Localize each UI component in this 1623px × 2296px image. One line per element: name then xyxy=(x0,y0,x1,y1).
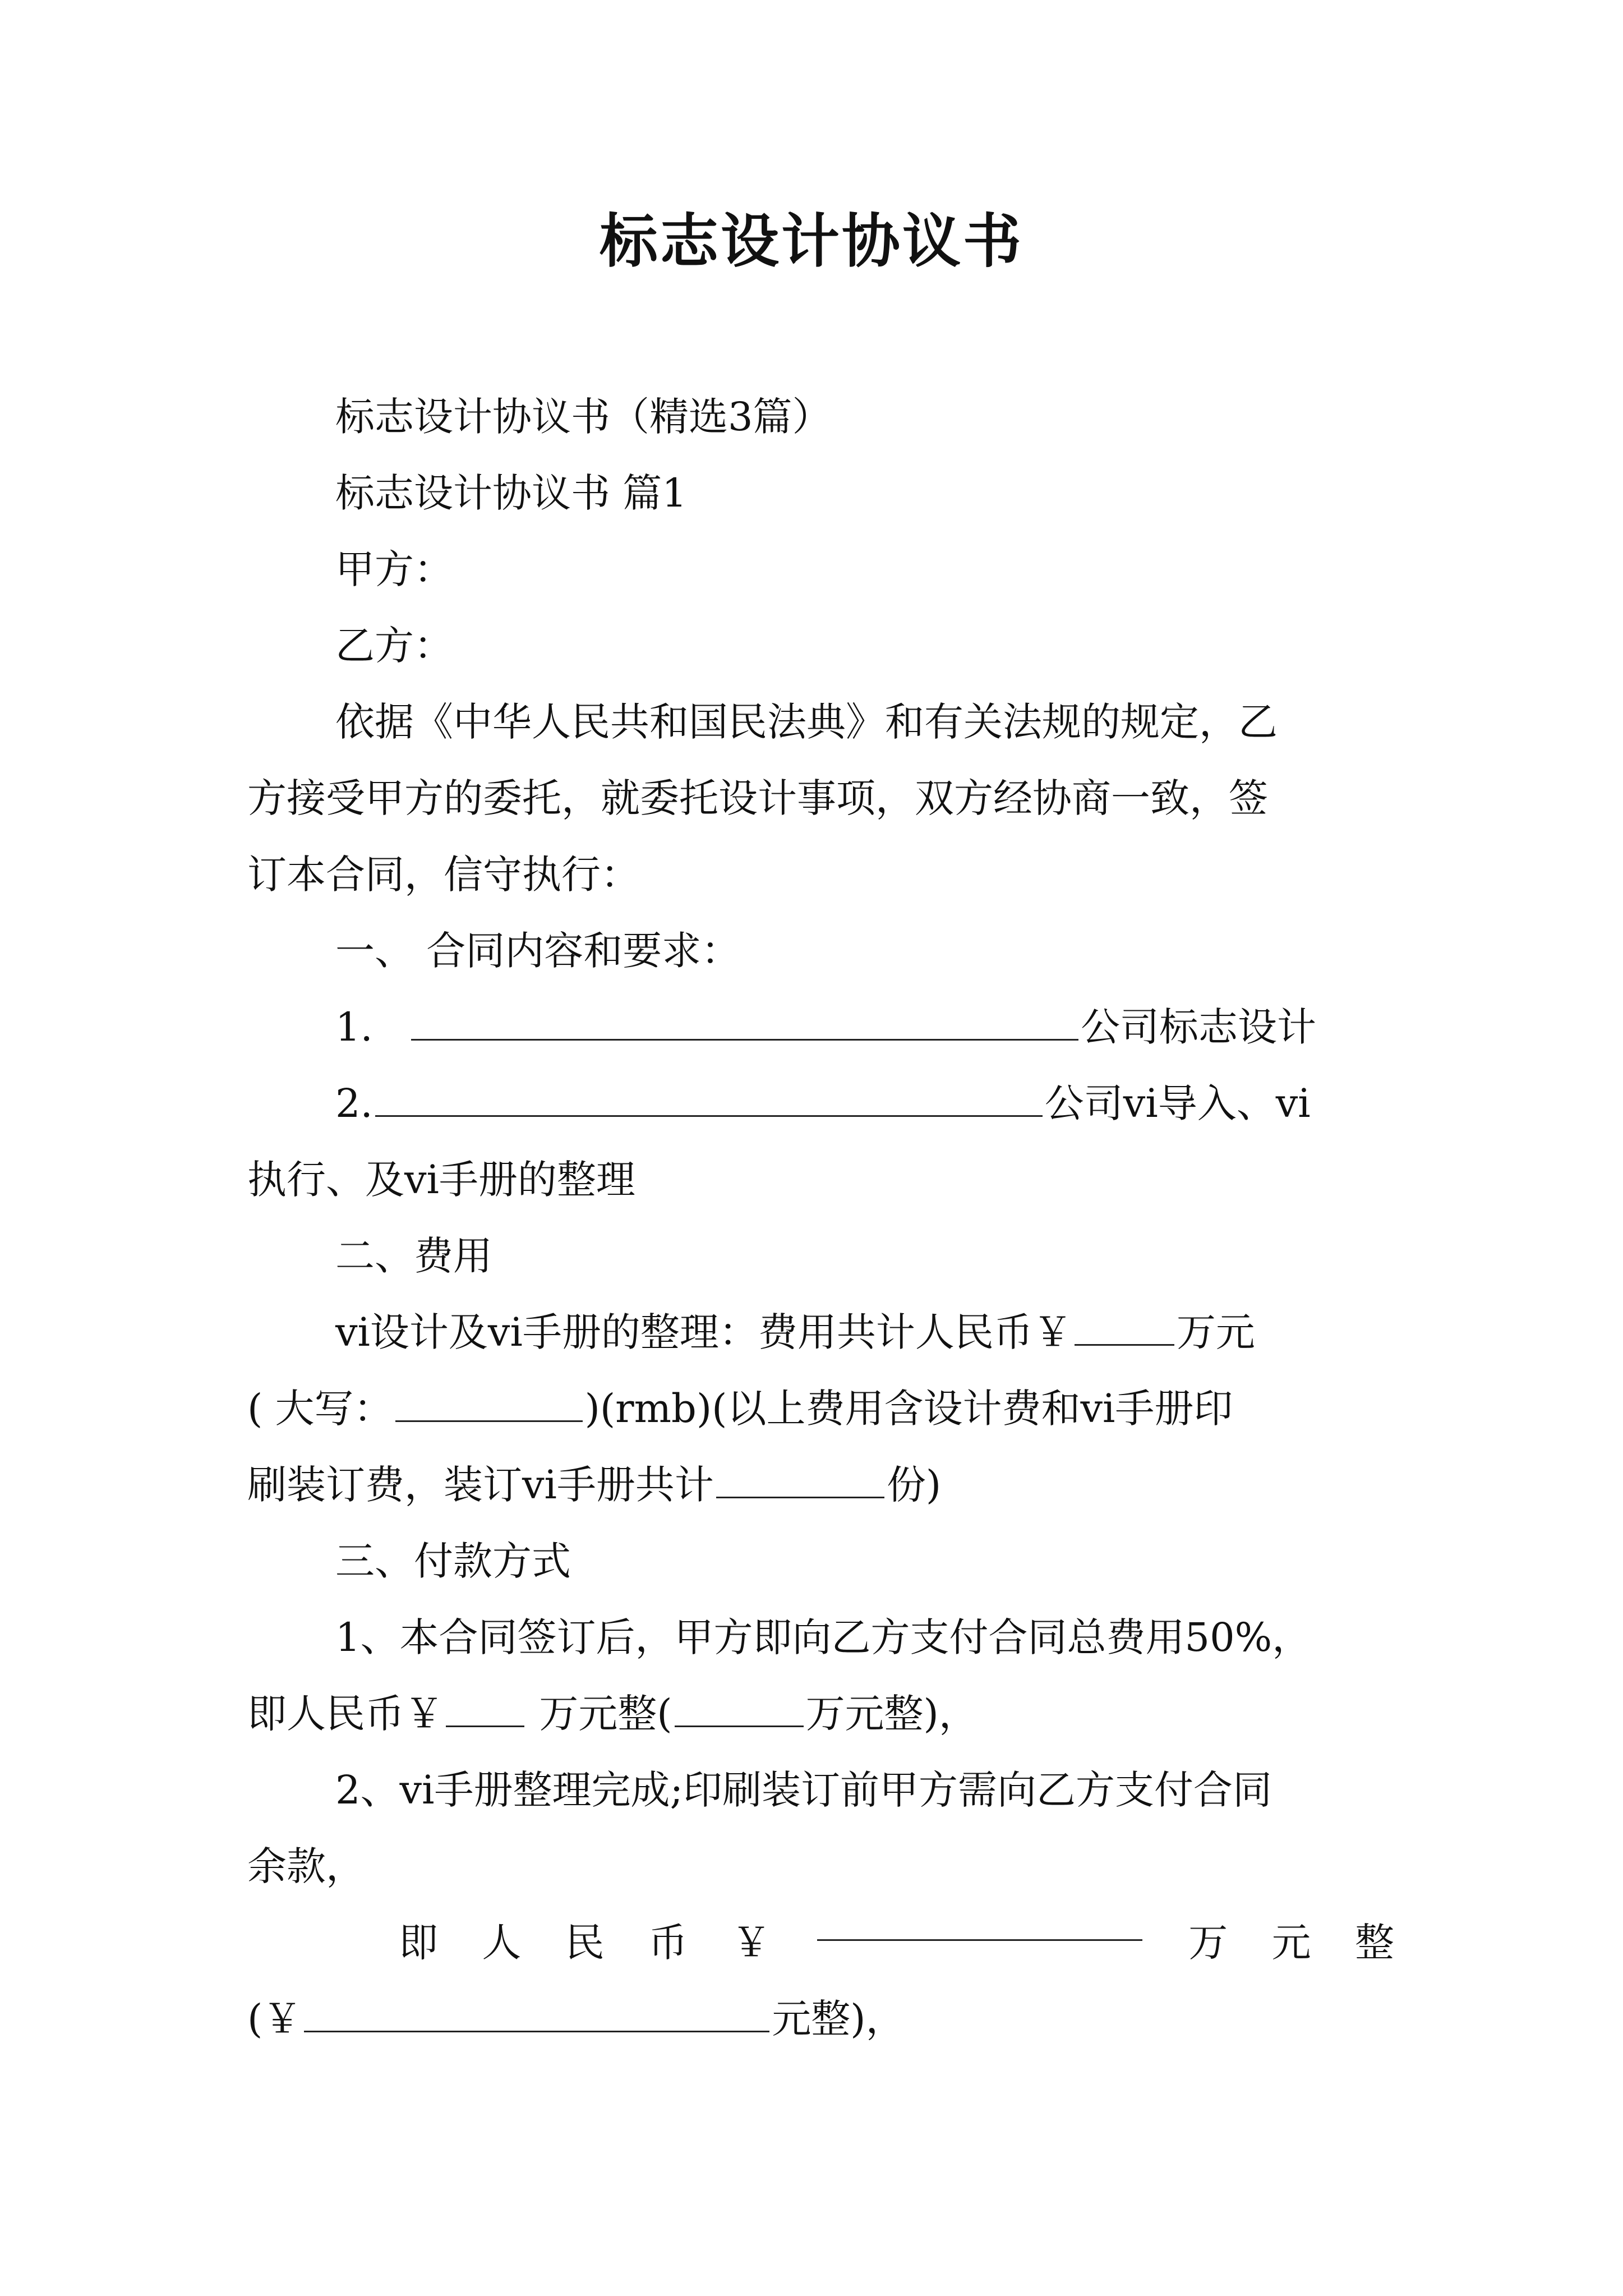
item-2-text: 公司vi导入、vi xyxy=(1044,1080,1311,1126)
payment-2-char: 民 xyxy=(565,1920,605,1966)
payment-1-capital-blank xyxy=(675,1691,804,1727)
payment-2-line-4-end: 元整)， xyxy=(772,1996,905,2042)
section-2-title: 二、费用 xyxy=(335,1233,492,1279)
party-b-label: 乙方： xyxy=(335,623,453,669)
document-title: 标志设计协议书 xyxy=(599,206,1023,275)
payment-1-amount-blank xyxy=(446,1691,524,1727)
fee-paragraph xyxy=(247,1294,1394,1523)
payment-1-line-1: 1、本合同签订后，甲方即向乙方支付合同总费用50%， xyxy=(335,1614,1312,1660)
payment-2-line-1: 2、vi手册整理完成;印刷装订前甲方需向乙方支付合同 xyxy=(335,1767,1272,1813)
payment-2-char: 即 xyxy=(399,1920,438,1966)
item-1-number: 1. xyxy=(335,1004,373,1050)
section-3-title: 三、付款方式 xyxy=(335,1538,571,1584)
document-body xyxy=(247,379,1394,2057)
fee-amount-blank xyxy=(1075,1309,1174,1346)
payment-1 xyxy=(247,1599,1394,1752)
payment-2-line-4-text: (￥ xyxy=(247,1996,302,2042)
payment-1-line-2-text: 即人民币￥ xyxy=(247,1691,444,1737)
section-1-title: 一、 合同内容和要求： xyxy=(335,928,741,974)
heading-collection: 标志设计协议书（精选3篇） xyxy=(335,394,832,440)
payment-1-line-2-end: 万元整)， xyxy=(805,1691,978,1737)
fee-line-1-unit: 万元 xyxy=(1176,1309,1255,1355)
fee-line-2-rest: )(rmb)(以上费用含设计费和vi手册印 xyxy=(584,1386,1233,1432)
fee-copies-blank xyxy=(716,1462,884,1498)
heading-part: 标志设计协议书 篇1 xyxy=(335,470,687,516)
payment-2-line-3 xyxy=(247,1904,1394,1981)
fee-capital-blank xyxy=(395,1386,583,1422)
payment-2-char: 币 xyxy=(648,1920,688,1966)
item-2 xyxy=(247,1065,1394,1218)
item-2-blank xyxy=(375,1080,1043,1117)
payment-2-line-2: 余款， xyxy=(247,1843,365,1889)
item-1-blank xyxy=(411,1004,1078,1041)
item-2-number: 2. xyxy=(335,1080,373,1126)
payment-2-char: 整 xyxy=(1355,1920,1394,1966)
fee-line-2-text: ( 大写： xyxy=(247,1386,393,1432)
payment-2-char: 万 xyxy=(1188,1920,1228,1966)
intro-line-1: 依据《中华人民共和国民法典》和有关法规的规定，乙 xyxy=(335,699,1278,745)
intro-line-3: 订本合同，信守执行： xyxy=(247,852,640,898)
fee-line-3-text: 刷装订费，装订vi手册共计 xyxy=(247,1462,714,1508)
payment-2 xyxy=(247,1752,1394,2057)
payment-2-char: 人 xyxy=(482,1920,522,1966)
payment-2-yuan-blank xyxy=(304,1996,769,2032)
payment-2-char: ￥ xyxy=(731,1920,771,1966)
intro-paragraph xyxy=(247,684,1394,913)
fee-line-1-text: vi设计及vi手册的整理：费用共计人民币￥ xyxy=(335,1309,1072,1355)
item-2-line-2: 执行、及vi手册的整理 xyxy=(247,1157,635,1203)
party-a-label: 甲方： xyxy=(335,546,453,592)
fee-line-3-end: 份) xyxy=(886,1462,942,1508)
payment-1-line-2-mid: 万元整( xyxy=(527,1691,672,1737)
item-1-text: 公司标志设计 xyxy=(1081,1004,1317,1050)
intro-line-2: 方接受甲方的委托，就委托设计事项，双方经协商一致，签 xyxy=(247,775,1268,821)
payment-2-char: 元 xyxy=(1271,1920,1311,1966)
item-1 xyxy=(247,989,1394,1065)
payment-2-amount-blank xyxy=(817,1904,1142,1941)
